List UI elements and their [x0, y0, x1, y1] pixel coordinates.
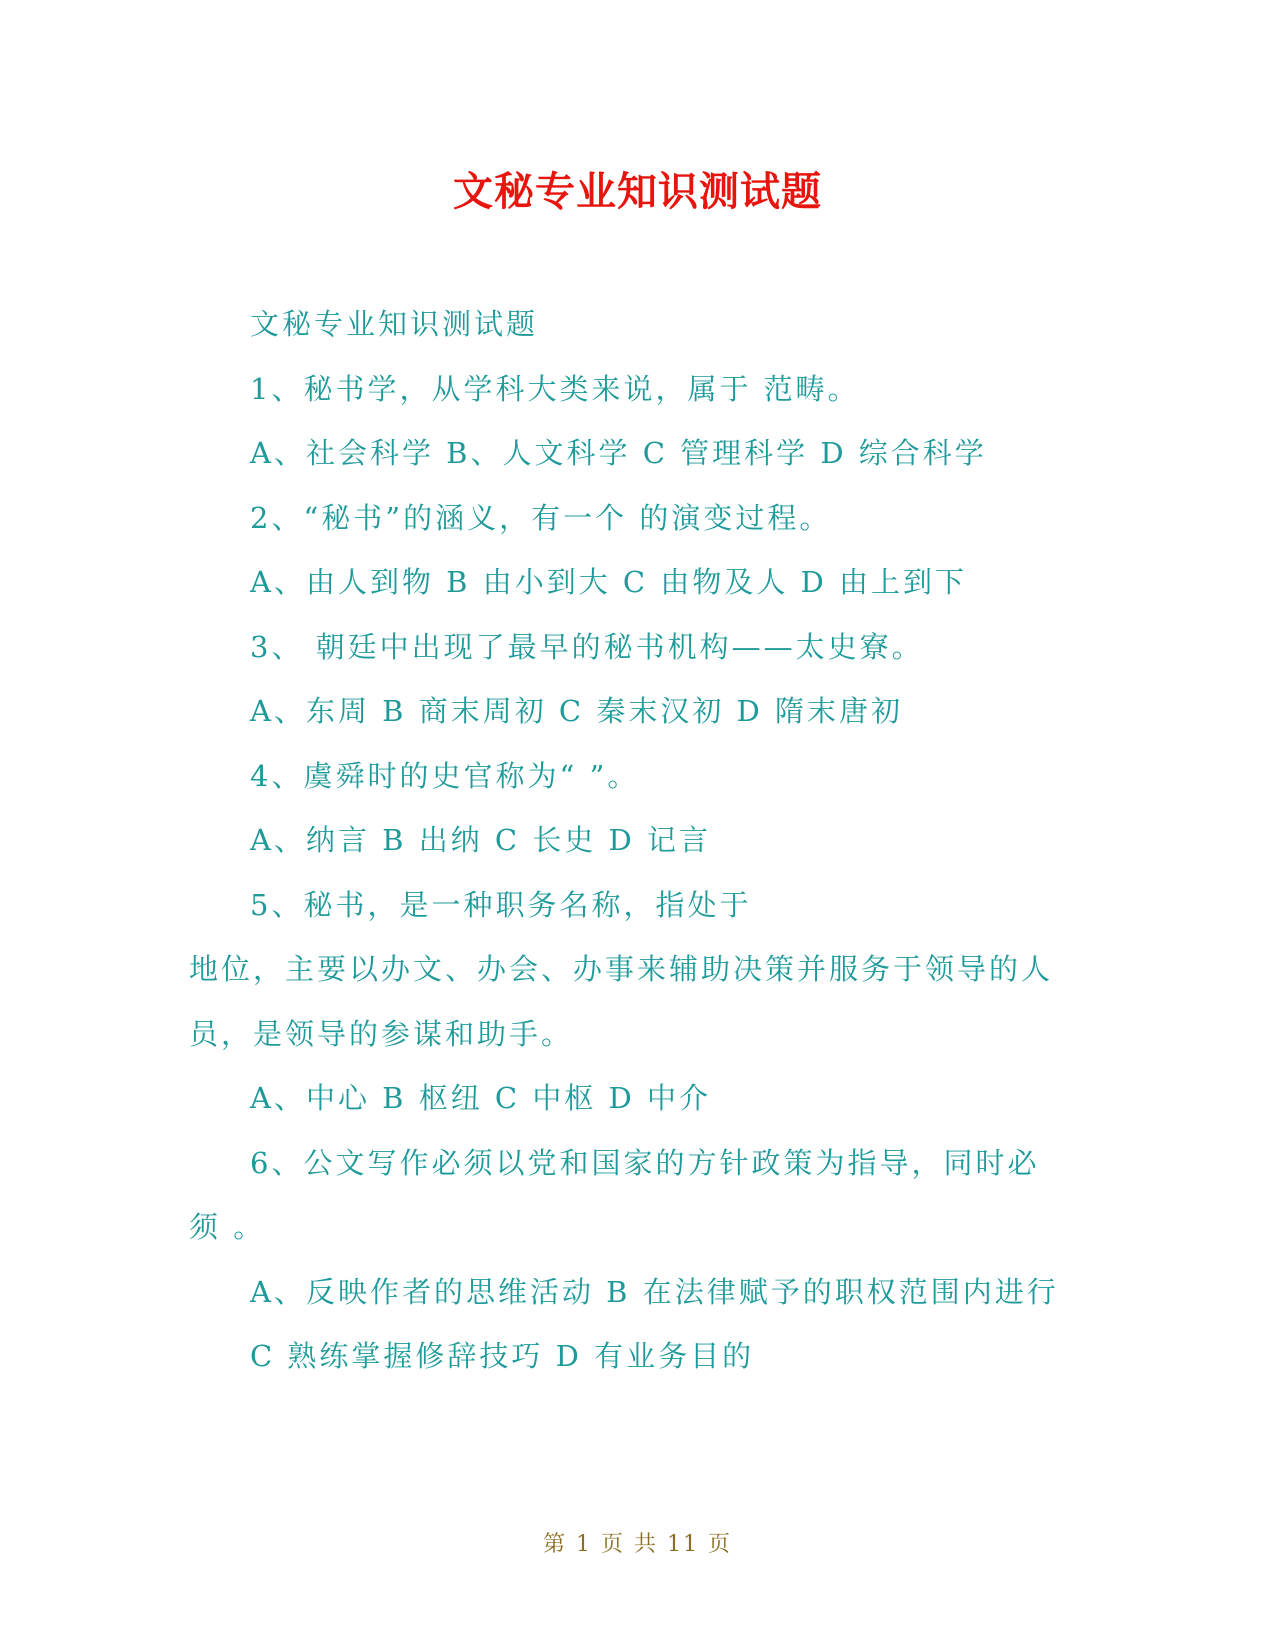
question-3: 3、 朝廷中出现了最早的秘书机构——太史寮。: [250, 629, 924, 664]
question-5: 5、秘书，是一种职务名称，指处于: [250, 887, 752, 922]
question-6-options-ab: A、反映作者的思维活动 B 在法律赋予的职权范围内进行: [250, 1274, 1059, 1309]
question-4-options: A、纳言 B 出纳 C 长史 D 记言: [250, 823, 712, 857]
page-footer: 第 1 页 共 11 页: [543, 1532, 732, 1557]
question-1-options: A、社会科学 B、人文科学 C 管理科学 D 综合科学: [250, 436, 987, 470]
question-6-options-cd: C 熟练掌握修辞技巧 D 有业务目的: [250, 1339, 755, 1373]
question-6: 6、公文写作必须以党和国家的方针政策为指导，同时必: [250, 1145, 1040, 1180]
document-title: 文秘专业知识测试题: [453, 169, 822, 215]
body-subtitle: 文秘专业知识测试题: [250, 307, 539, 341]
question-5-end: 员，是领导的参谋和助手。: [189, 1016, 574, 1051]
question-5-options: A、中心 B 枢纽 C 中枢 D 中介: [250, 1081, 712, 1115]
question-3-options: A、东周 B 商末周初 C 秦末汉初 D 隋末唐初: [250, 694, 904, 728]
question-2-options: A、由人到物 B 由小到大 C 由物及人 D 由上到下: [250, 565, 968, 599]
question-1: 1、秘书学，从学科大类来说，属于 范畴。: [250, 371, 860, 406]
question-5-continued: 地位，主要以办文、办会、办事来辅助决策并服务于领导的人: [189, 952, 1054, 986]
document-body: [189, 292, 1089, 1389]
question-4: 4、虞舜时的史官称为“ ”。: [250, 758, 640, 793]
question-2: 2、“秘书”的涵义，有一个 的演变过程。: [250, 500, 832, 535]
question-6-continued: 须 。: [189, 1210, 266, 1244]
